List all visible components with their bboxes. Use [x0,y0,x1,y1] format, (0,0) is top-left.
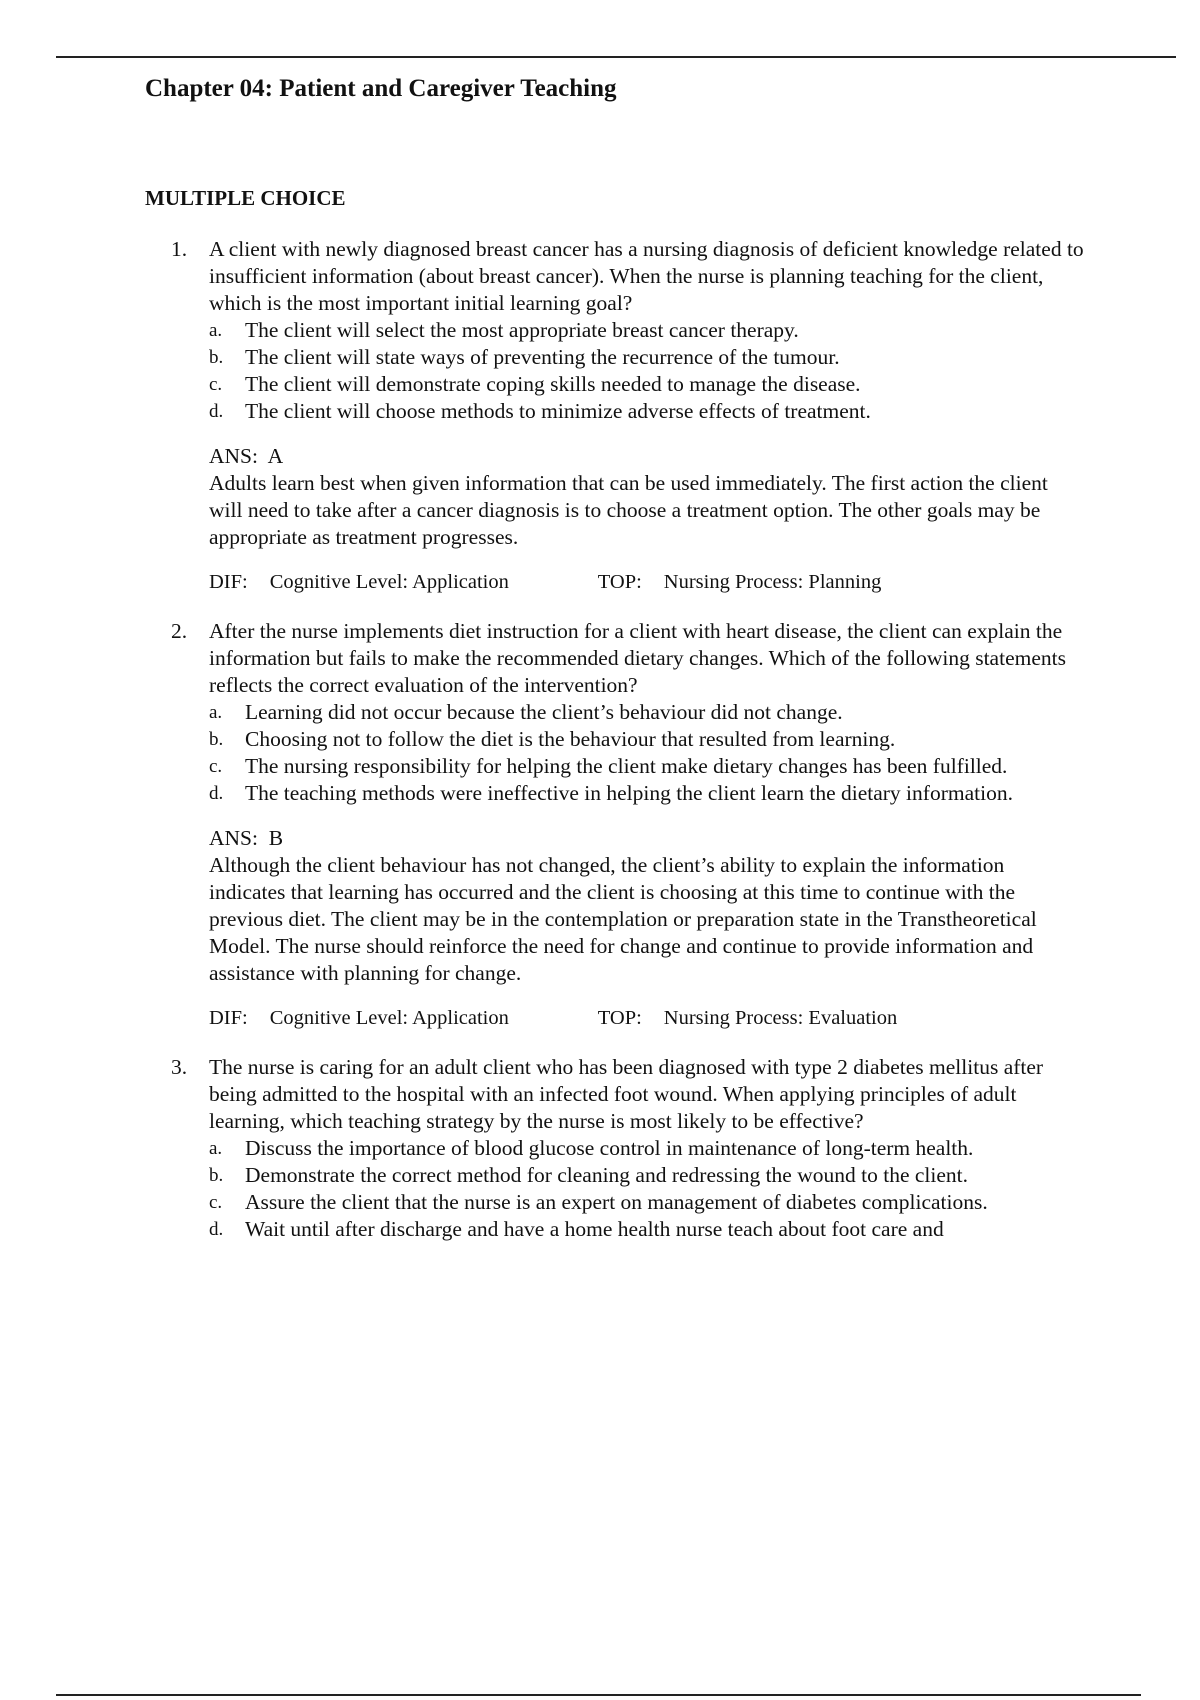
option-text: Discuss the importance of blood glucose control in maintenance of long-term health. [245,1136,974,1160]
dif-value: Cognitive Level: Application [269,1007,509,1029]
option-a [209,699,1085,726]
option-text: The client will state ways of preventing the recurrence of the tumour. [245,345,840,369]
question-number: 2. [171,619,188,643]
option-letter: d. [209,783,224,804]
option-b [209,726,1085,753]
option-c [209,371,1085,398]
option-c [209,753,1085,780]
option-b [209,344,1085,371]
answer-value: B [268,826,284,850]
answer-label: ANS: [209,826,258,850]
option-letter: d. [209,401,224,422]
option-letter: d. [209,1219,224,1240]
dif-label: DIF: [209,1007,248,1029]
question-stem: The nurse is caring for an adult client who has been diagnosed with type 2 diabetes mellitus after being admitted to the hospital with an infected foot wound. When applying principles of adult learning, which teaching strategy by the nurse is most likely to be effective? [209,1055,1044,1133]
question-number: 1. [171,237,188,261]
question-3 [145,1054,1085,1243]
question-meta [209,1005,1085,1032]
option-text: Choosing not to follow the diet is the behaviour that resulted from learning. [245,727,896,751]
option-letter: c. [209,374,223,395]
rationale: Adults learn best when given information that can be used immediately. The first action the client will need to take after a cancer diagnosis is to choose a treatment option. The other goals may be appropriate as treatment progresses. [209,471,1048,549]
question-body [209,1054,1085,1243]
answer-block [209,443,1085,551]
option-letter: c. [209,1192,223,1213]
option-text: The client will select the most appropriate breast cancer therapy. [245,318,799,342]
answer-label: ANS: [209,444,258,468]
option-letter: b. [209,1165,224,1186]
option-a [209,317,1085,344]
top-label: TOP: [597,1007,642,1029]
option-list [209,699,1085,807]
option-letter: a. [209,1138,223,1159]
option-text: Wait until after discharge and have a home health nurse teach about foot care and [245,1217,944,1241]
option-a [209,1135,1085,1162]
top-label: TOP: [597,571,642,593]
question-stem: A client with newly diagnosed breast cancer has a nursing diagnosis of deficient knowledge related to insufficient information (about breast cancer). When the nurse is planning teaching for the client, which is the most important initial learning goal? [209,237,1084,315]
option-letter: a. [209,320,223,341]
option-d [209,780,1085,807]
rationale: Although the client behaviour has not changed, the client’s ability to explain the information indicates that learning has occurred and the client is choosing at this time to continue with the previous diet. The client may be in the contemplation or preparation state in the Transtheoretical Model. The nurse should reinforce the need for change and continue to provide information and assistance with planning for change. [209,853,1037,985]
top-rule [56,56,1176,58]
option-text: Assure the client that the nurse is an expert on management of diabetes complications. [245,1190,988,1214]
question-1 [145,236,1085,596]
option-b [209,1162,1085,1189]
option-c [209,1189,1085,1216]
top-value: Nursing Process: Planning [663,571,882,593]
dif-label: DIF: [209,571,248,593]
answer-block [209,825,1085,987]
question-number: 3. [171,1055,188,1079]
chapter-title: Chapter 04: Patient and Caregiver Teaching [145,75,617,102]
answer-value: A [267,444,284,468]
option-text: The teaching methods were ineffective in helping the client learn the dietary information. [245,781,1013,805]
option-d [209,398,1085,425]
option-d [209,1216,1085,1243]
question-stem: After the nurse implements diet instruction for a client with heart disease, the client can explain the information but fails to make the recommended dietary changes. Which of the following statements reflects the correct evaluation of the intervention? [209,619,1066,697]
option-letter: c. [209,756,223,777]
dif-value: Cognitive Level: Application [269,571,509,593]
answer-line [209,825,1085,852]
option-text: The client will choose methods to minimize adverse effects of treatment. [245,399,871,423]
bottom-rule [56,1694,1141,1696]
answer-line [209,443,1085,470]
question-body [209,618,1085,1032]
option-list [209,1135,1085,1243]
top-value: Nursing Process: Evaluation [663,1007,898,1029]
question-2 [145,618,1085,1032]
option-letter: b. [209,347,224,368]
option-text: Learning did not occur because the client’s behaviour did not change. [245,700,843,724]
question-meta [209,569,1085,596]
option-letter: a. [209,702,223,723]
section-heading: MULTIPLE CHOICE [145,186,346,210]
option-text: The client will demonstrate coping skills needed to manage the disease. [245,372,861,396]
option-list [209,317,1085,425]
question-list [145,236,1085,1243]
question-body [209,236,1085,596]
option-text: Demonstrate the correct method for cleaning and redressing the wound to the client. [245,1163,968,1187]
option-text: The nursing responsibility for helping the client make dietary changes has been fulfilled. [245,754,1008,778]
option-letter: b. [209,729,224,750]
